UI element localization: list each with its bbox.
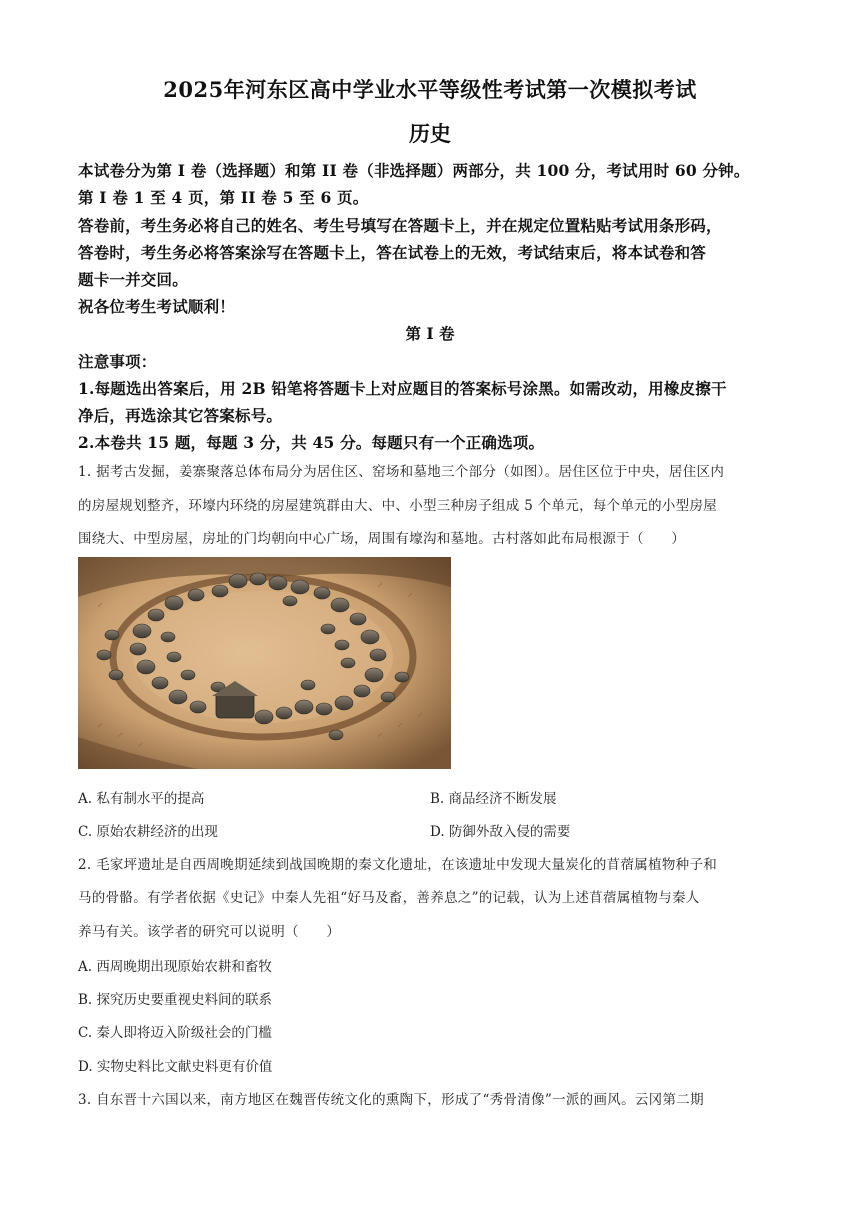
question-text: 2. 毛家坪遗址是自西周晚期延续到战国晚期的秦文化遗址，在该遗址中发现大量炭化的苜蓿属植物种子和 (78, 857, 718, 873)
notice-line: 2.本卷共 15 题，每题 3 分，共 45 分。每题只有一个正确选项。 (78, 433, 545, 452)
settlement-model-photo (78, 557, 451, 769)
question-text: 1. 据考古发掘，姜寨聚落总体布局分为居住区、窑场和墓地三个部分（如图）。居住区位于中央，居住区内 (78, 464, 725, 480)
option-d: D. 防御外敌入侵的需要 (430, 824, 571, 840)
question-text: 围绕大、中型房屋，房址的门均朝向中心广场，周围有壕沟和墓地。古村落如此布局根源于（ ） (78, 531, 686, 547)
question-text: 养马有关。该学者的研究可以说明（ ） (78, 924, 341, 940)
exam-title: 2025年河东区高中学业水平等级性考试第一次模拟考试 (163, 77, 697, 102)
intro-line: 第 I 卷 1 至 4 页，第 II 卷 5 至 6 页。 (78, 188, 369, 207)
option-c: C. 秦人即将迈入阶级社会的门槛 (78, 1025, 272, 1041)
subject-title: 历史 (409, 121, 451, 146)
notice-title: 注意事项： (78, 352, 157, 371)
option-a: A. 私有制水平的提高 (78, 791, 205, 807)
question-text: 3. 自东晋十六国以来，南方地区在魏晋传统文化的熏陶下，形成了“秀骨清像”一派的画风。云冈第二期 (78, 1092, 704, 1108)
option-b: B. 商品经济不断发展 (430, 791, 557, 807)
question-text: 的房屋规划整齐，环壕内环绕的房屋建筑群由大、中、小型三种房子组成 5 个单元，每个单元的小型房屋 (78, 498, 718, 514)
notice-line: 1.每题选出答案后，用 2B 铅笔将答题卡上对应题目的答案标号涂黑。如需改动，用橡皮擦干 (78, 379, 727, 398)
option-c: C. 原始农耕经济的出现 (78, 824, 218, 840)
intro-line: 题卡一并交回。 (78, 270, 188, 289)
intro-line: 祝各位考生考试顺利！ (78, 297, 236, 316)
option-b: B. 探究历史要重视史料间的联系 (78, 992, 273, 1008)
question-text: 马的骨骼。有学者依据《史记》中秦人先祖“好马及畜，善养息之”的记载，认为上述苜蓿属植物与秦人 (78, 890, 700, 906)
intro-line: 答卷时，考生务必将答案涂写在答题卡上，答在试卷上的无效，考试结束后，将本试卷和答 (78, 243, 707, 262)
option-a: A. 西周晚期出现原始农耕和畜牧 (78, 959, 272, 975)
notice-line: 净后，再选涂其它答案标号。 (78, 406, 283, 425)
intro-line: 答卷前，考生务必将自己的姓名、考生号填写在答题卡上，并在规定位置粘贴考试用条形码， (78, 216, 722, 235)
intro-line: 本试卷分为第 I 卷（选择题）和第 II 卷（非选择题）两部分，共 100 分，考试用时 60 分钟。 (78, 161, 750, 180)
section-title: 第 I 卷 (405, 324, 455, 343)
option-d: D. 实物史料比文献史料更有价值 (78, 1059, 273, 1075)
